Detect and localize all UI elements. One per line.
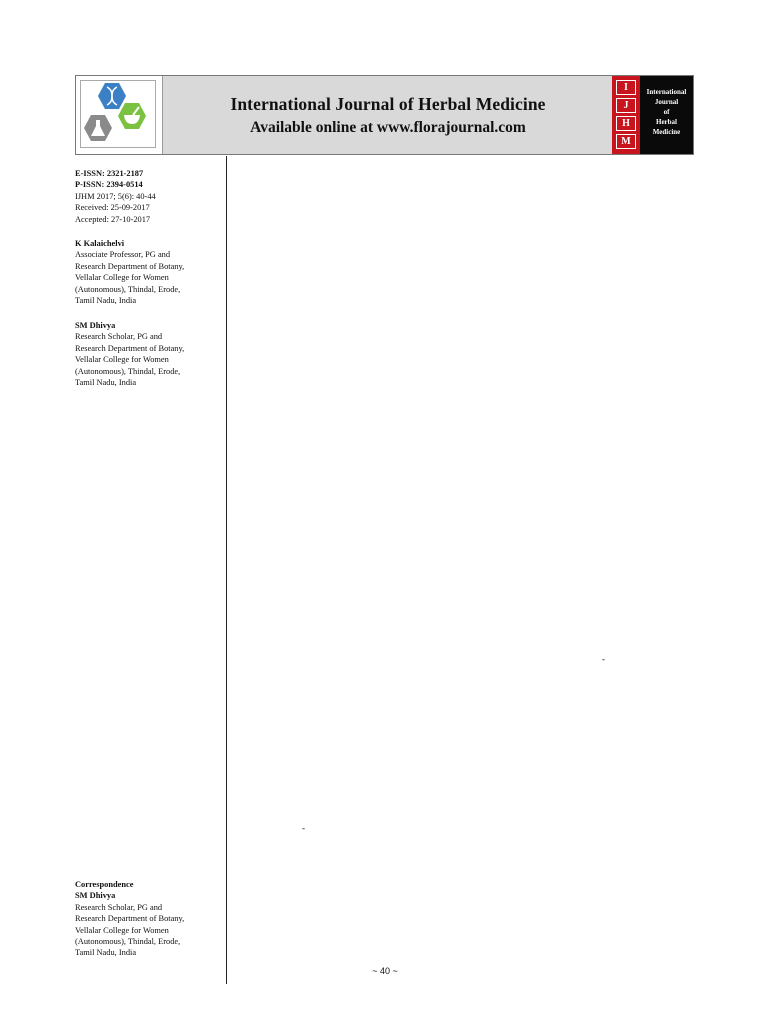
badge-letter-h: H — [616, 116, 636, 131]
correspondence-block — [75, 879, 225, 959]
badge-letter-m: M — [616, 134, 636, 149]
volume-info: IJHM 2017; 5(6): 40-44 — [75, 191, 156, 201]
author-affiliation-line: Associate Professor, PG and — [75, 250, 171, 260]
journal-title-block — [164, 76, 612, 154]
correspondence-line: Vellalar College for Women — [75, 925, 169, 935]
journal-logo — [76, 76, 163, 154]
pissn: P-ISSN: 2394-0514 — [75, 180, 143, 190]
author-affiliation-line: Research Scholar, PG and — [75, 332, 163, 342]
journal-title: International Journal of Herbal Medicine — [230, 94, 546, 114]
eissn: E-ISSN: 2321-2187 — [75, 169, 144, 178]
badge-text-line: Journal — [654, 98, 679, 106]
author-affiliation-line: Tamil Nadu, India — [75, 296, 137, 306]
correspondence-line: Research Scholar, PG and — [75, 902, 163, 912]
badge-text-line: of — [663, 108, 670, 116]
column-divider — [226, 156, 227, 984]
stray-mark: - — [602, 654, 605, 664]
badge-letter-j: J — [616, 98, 636, 113]
author-affiliation-line: Research Department of Botany, — [75, 261, 185, 271]
journal-header — [75, 75, 694, 155]
received-date: Received: 25-09-2017 — [75, 203, 150, 213]
author-affiliation-line: Research Department of Botany, — [75, 343, 185, 353]
author-affiliation-line: Vellalar College for Women — [75, 355, 169, 365]
journal-url-line: Available online at www.florajournal.com — [250, 119, 526, 136]
author-affiliation-line: (Autonomous), Thindal, Erode, — [75, 366, 181, 376]
page-number: ~ 40 ~ — [372, 966, 398, 976]
article-info — [75, 168, 225, 225]
accepted-date: Accepted: 27-10-2017 — [75, 214, 151, 224]
correspondence-name: SM Dhivya — [75, 891, 116, 901]
badge-text-line: Herbal — [656, 118, 677, 126]
badge-letter-i: I — [616, 80, 636, 95]
ijhm-badge-letters — [612, 76, 640, 154]
hexagon-logo-icon — [81, 81, 155, 147]
correspondence-line: Tamil Nadu, India — [75, 948, 137, 958]
author-affiliation-line: Vellalar College for Women — [75, 273, 169, 283]
author-block — [75, 238, 225, 306]
ijhm-badge-text — [640, 76, 693, 154]
correspondence-line: Research Department of Botany, — [75, 914, 185, 924]
author-affiliation-line: Tamil Nadu, India — [75, 378, 137, 388]
badge-text-line: Medicine — [652, 128, 681, 136]
author-name: SM Dhivya — [75, 321, 116, 330]
stray-mark: - — [302, 823, 305, 833]
author-affiliation-line: (Autonomous), Thindal, Erode, — [75, 284, 181, 294]
author-name: K Kalaichelvi — [75, 239, 125, 248]
badge-text-line: International — [646, 88, 687, 96]
correspondence-line: (Autonomous), Thindal, Erode, — [75, 937, 181, 947]
author-block — [75, 320, 225, 388]
correspondence-heading: Correspondence — [75, 880, 134, 889]
